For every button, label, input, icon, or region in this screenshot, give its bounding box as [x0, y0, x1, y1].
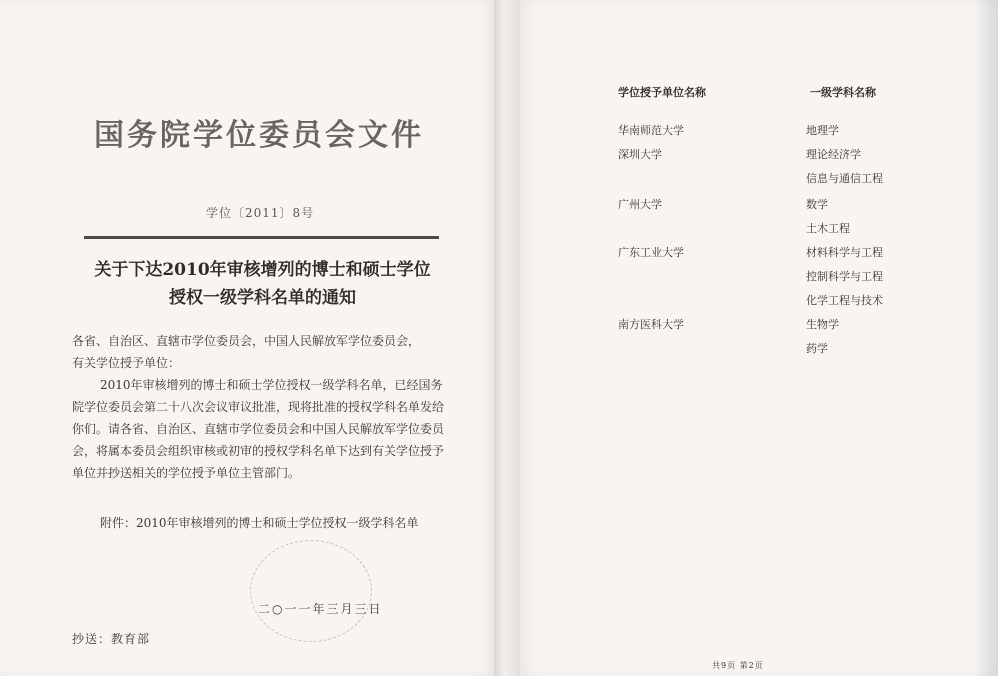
table-row-unit: 广东工业大学 [618, 246, 684, 259]
addressee [72, 330, 452, 374]
cc-line: 抄送：教育部 [72, 632, 151, 646]
table-row-discipline: 生物学 [806, 318, 839, 331]
table-row-discipline: 药学 [806, 342, 828, 355]
table-row-unit: 广州大学 [618, 198, 662, 211]
column-header-discipline: 一级学科名称 [810, 86, 876, 99]
table-row-discipline: 数学 [806, 198, 828, 211]
table-row-discipline: 土木工程 [806, 222, 850, 235]
header-rule [84, 236, 439, 239]
page-footer: 共9页 第2页 [712, 661, 764, 670]
document-number: 学位〔2011〕8号 [206, 206, 315, 220]
table-row-unit: 南方医科大学 [618, 318, 684, 331]
notice-title-line2: 授权一级学科名单的通知 [169, 288, 356, 308]
table-row-discipline: 材料科学与工程 [806, 246, 883, 259]
document-header: 国务院学位委员会文件 [94, 118, 424, 153]
notice-title [70, 256, 455, 312]
table-row-discipline: 地理学 [806, 124, 839, 137]
table-row-discipline: 信息与通信工程 [806, 172, 883, 185]
right-page [520, 0, 998, 676]
notice-title-line1: 关于下达2010年审核增列的博士和硕士学位 [94, 260, 431, 280]
addressee-line2: 有关学位授予单位： [72, 356, 181, 370]
attachment-line: 附件：2010年审核增列的博士和硕士学位授权一级学科名单 [100, 516, 419, 530]
table-row-discipline: 理论经济学 [806, 148, 861, 161]
book-gutter [494, 0, 520, 676]
table-row-unit: 华南师范大学 [618, 124, 684, 137]
notice-body: 2010年审核增列的博士和硕士学位授权一级学科名单，已经国务院学位委员会第二十八次会议审议批准，现将批准的授权学科名单发给你们。请各省、自治区、直辖市学位委员会和中国人民解放军学位委员会，将属本委员会组织审核或初审的授权学科名单下达到有关学位授予单位并抄送相关的学位授予单位主管部门。 [72, 378, 445, 480]
table-row-discipline: 化学工程与技术 [806, 294, 883, 307]
left-page [0, 0, 494, 676]
column-header-unit: 学位授予单位名称 [618, 86, 706, 99]
official-seal [250, 540, 372, 642]
table-row-discipline: 控制科学与工程 [806, 270, 883, 283]
addressee-line1: 各省、自治区、直辖市学位委员会，中国人民解放军学位委员会， [72, 334, 421, 348]
issue-date: 二○一一年三月三日 [258, 602, 383, 616]
table-row-unit: 深圳大学 [618, 148, 662, 161]
page-edge [974, 0, 998, 676]
